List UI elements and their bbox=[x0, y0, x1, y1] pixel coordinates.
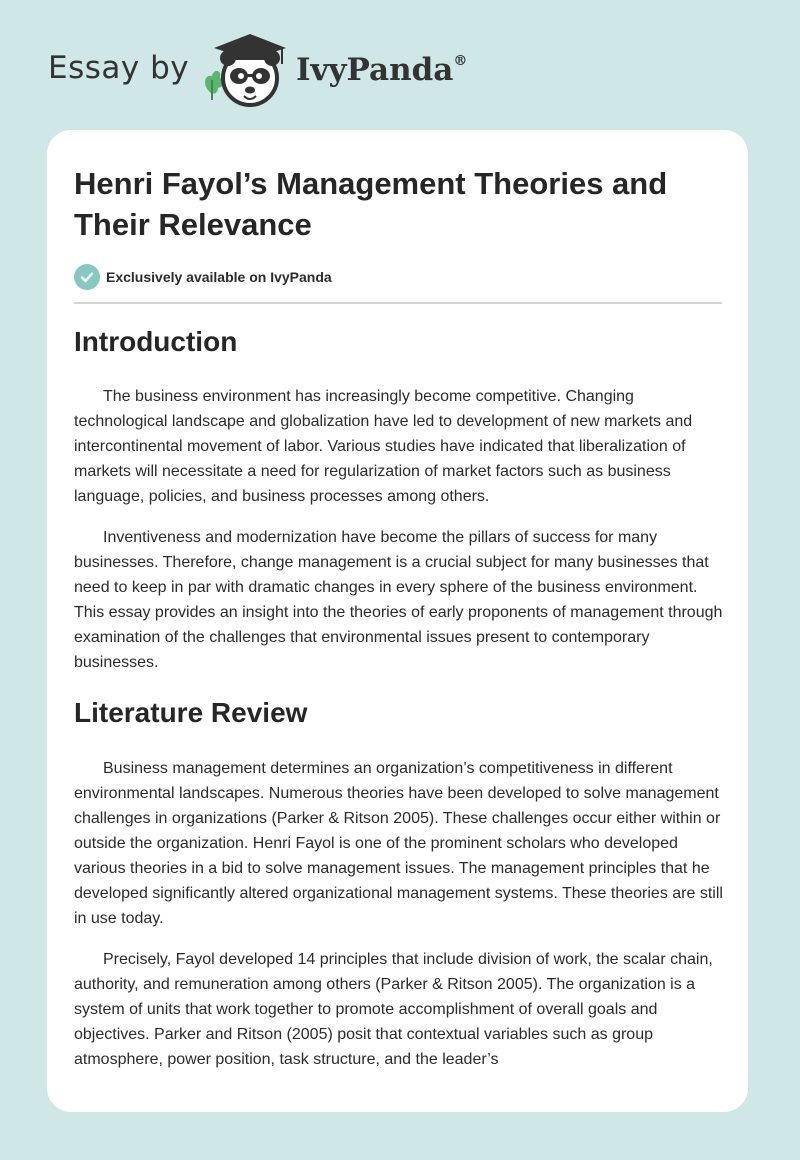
registered-mark: ® bbox=[453, 52, 468, 69]
paragraph: Business management determines an organization’s competitiveness in different environmental landscapes. Numerous theories have been developed to solve management challenges in organizations (Parker & Ritson 2005). These challenges occur either within or outside the organization. Henri Fayol is one of the prominent scholars who developed various theories in a bid to solve management issues. The management principles that he developed significantly altered organizational management systems. These theories are still in use today. bbox=[74, 760, 723, 927]
essay-content bbox=[74, 322, 724, 1072]
brand-text: IvyPanda bbox=[296, 52, 454, 88]
paragraph: Inventiveness and modernization have become the pillars of success for many businesses. Therefore, change management is a crucial subject for many businesses that need to keep in par with dramatic changes in every sphere of the business environment. This essay provides an insight into the theories of early proponents of management through examination of the challenges that environmental issues present to contemporary businesses. bbox=[74, 529, 723, 671]
brand-name[interactable] bbox=[296, 52, 467, 88]
badge-text: Exclusively available on IvyPanda bbox=[106, 269, 332, 285]
essay-card bbox=[47, 130, 748, 1112]
site-header bbox=[0, 0, 800, 130]
essay-by-label: Essay by bbox=[48, 50, 190, 86]
paragraph: The business environment has increasingly become competitive. Changing technological landscape and globalization have led to development of new markets and intercontinental movement of labor. Various studies have indicated that liberalization of markets will necessitate a need for regularization of market factors such as business language, policies, and business processes among others. bbox=[74, 388, 693, 505]
check-icon bbox=[74, 264, 100, 290]
section-heading-literature-review: Literature Review bbox=[74, 697, 308, 728]
divider bbox=[74, 302, 722, 304]
exclusive-badge bbox=[74, 263, 332, 291]
section-heading-introduction: Introduction bbox=[74, 326, 238, 357]
essay-title: Henri Fayol’s Management Theories and Their Relevance bbox=[74, 166, 668, 242]
check-mark-icon bbox=[80, 270, 94, 284]
paragraph: Precisely, Fayol developed 14 principles that include division of work, the scalar chain, authority, and remuneration among others (Parker & Ritson 2005). The organization is a system of units that work together to promote accomplishment of overall goals and objectives. Parker and Ritson (2005) posit that contextual variables such as group atmosphere, power position, task structure, and the leader’s bbox=[74, 951, 713, 1068]
panda-graduate-icon[interactable] bbox=[198, 30, 290, 110]
